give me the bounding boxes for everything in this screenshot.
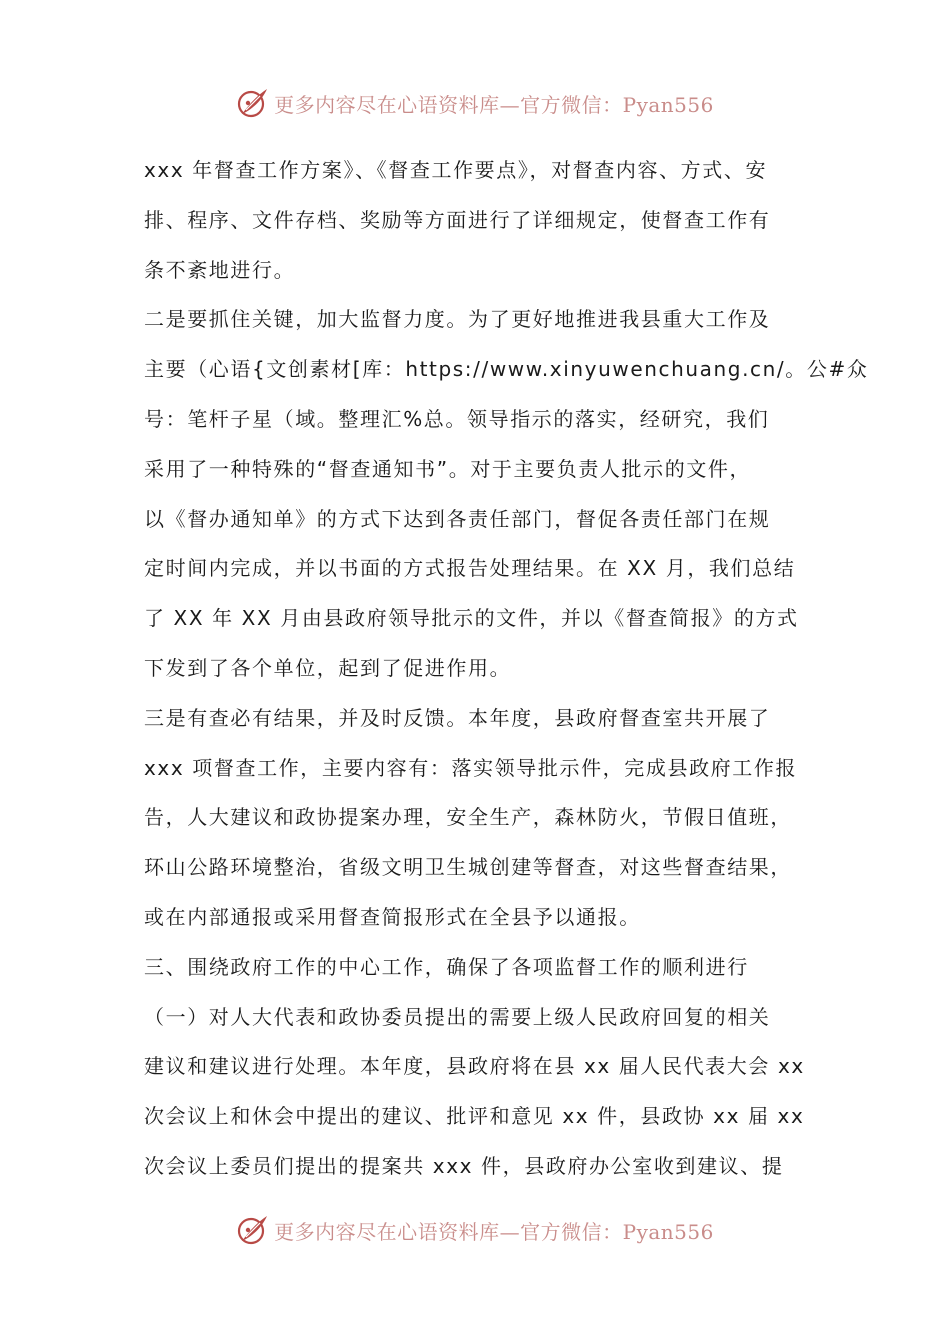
body-line: xxx 项督查工作，主要内容有：落实领导批示件，完成县政府工作报 (144, 755, 798, 780)
quill-logo-icon (236, 1213, 270, 1247)
body-line: 定时间内完成，并以书面的方式报告处理结果。在 XX 月，我们总结 (144, 556, 796, 581)
body-line: 以《督办通知单》的方式下达到各责任部门，督促各责任部门在规 (144, 506, 771, 531)
body-line: 次会议上委员们提出的提案共 xxx 件，县政府办公室收到建议、提 (144, 1153, 784, 1178)
body-line: 主要（心语{文创素材[库：https://www.xinyuwenchuang.cn/。公#众 (144, 357, 869, 382)
body-line: 环山公路环境整治，省级文明卫生城创建等督查，对这些督查结果， (144, 855, 792, 880)
document-body (144, 146, 869, 1192)
body-line: 告，人大建议和政协提案办理，安全生产，森林防火，节假日值班， (144, 805, 792, 830)
quill-logo-icon (236, 86, 270, 120)
body-line: 号：笔杆子星（域。整理汇%总。领导指示的落实，经研究，我们 (144, 406, 770, 431)
body-line: 二是要抓住关键，加大监督力度。为了更好地推进我县重大工作及 (144, 307, 771, 332)
header-watermark-banner (0, 83, 950, 123)
body-line: 或在内部通报或采用督查简报形式在全县予以通报。 (144, 904, 641, 929)
body-line: 下发到了各个单位，起到了促进作用。 (144, 655, 512, 680)
watermark-text: 更多内容尽在心语资料库—官方微信：Pyan556 (274, 92, 714, 117)
body-line: 建议和建议进行处理。本年度，县政府将在县 xx 届人民代表大会 xx (144, 1054, 805, 1079)
body-line: xxx 年督查工作方案》、《督查工作要点》，对督查内容、方式、安 (144, 158, 768, 182)
watermark-text: 更多内容尽在心语资料库—官方微信：Pyan556 (274, 1219, 714, 1244)
body-line: 三是有查必有结果，并及时反馈。本年度，县政府督查室共开展了 (144, 705, 771, 730)
body-line: 次会议上和休会中提出的建议、批评和意见 xx 件，县政协 xx 届 xx (144, 1104, 805, 1129)
body-line: 排、程序、文件存档、奖励等方面进行了详细规定，使督查工作有 (144, 207, 771, 232)
body-line: （一）对人大代表和政协委员提出的需要上级人民政府回复的相关 (144, 1004, 771, 1029)
section-heading: 三、围绕政府工作的中心工作，确保了各项监督工作的顺利进行 (144, 954, 749, 979)
body-line: 条不紊地进行。 (144, 257, 296, 282)
body-line: 了 XX 年 XX 月由县政府领导批示的文件，并以《督查简报》的方式 (144, 606, 799, 631)
body-line: 采用了一种特殊的“督查通知书”。对于主要负责人批示的文件， (144, 456, 752, 481)
footer-watermark-banner (0, 1210, 950, 1250)
